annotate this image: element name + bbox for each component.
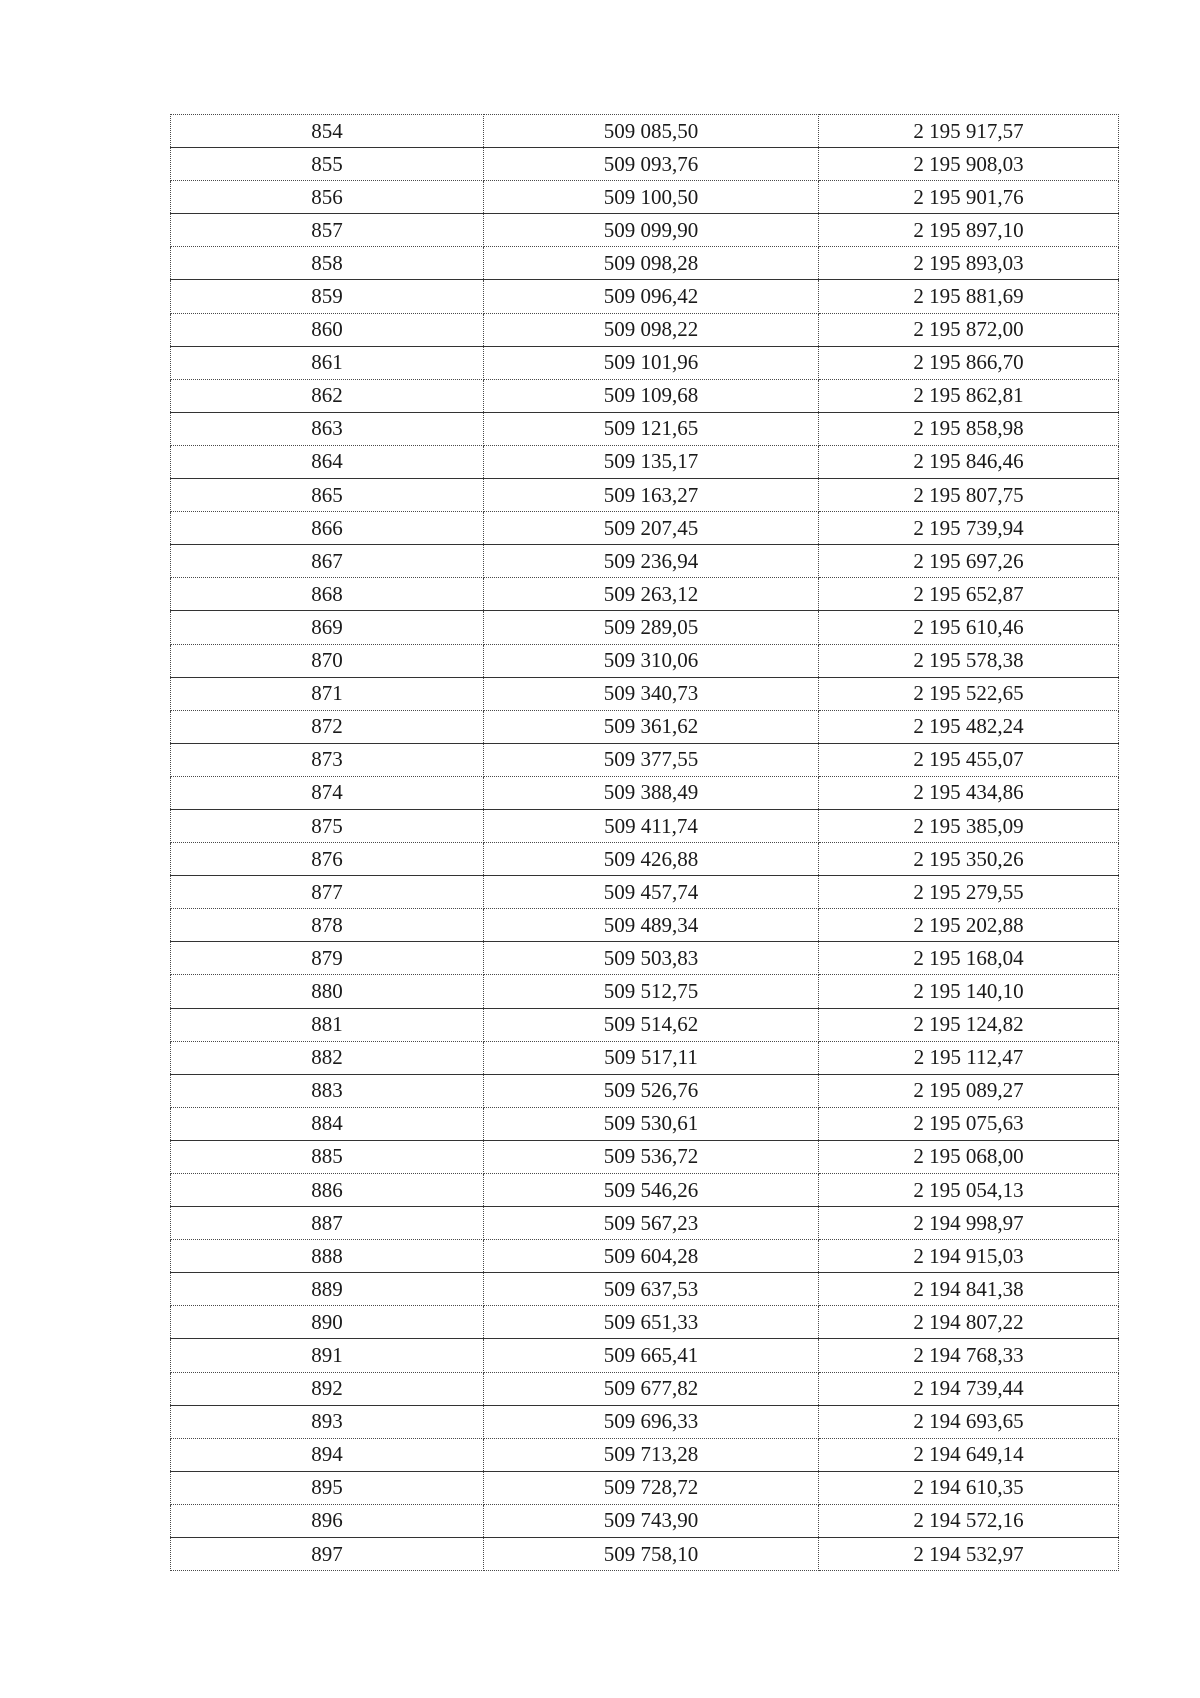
table-row [171,512,1119,545]
table-row [171,247,1119,280]
y-coordinate-cell: 2 195 202,88 [819,909,1119,942]
table-row [171,809,1119,842]
y-coordinate-cell: 2 195 893,03 [819,247,1119,280]
y-coordinate-cell: 2 195 168,04 [819,942,1119,975]
y-coordinate-cell: 2 195 482,24 [819,710,1119,743]
y-coordinate-cell: 2 195 075,63 [819,1107,1119,1140]
table-row [171,1471,1119,1504]
x-coordinate-cell: 509 121,65 [484,412,819,445]
point-number-cell: 866 [171,512,484,545]
table-row [171,115,1119,148]
y-coordinate-cell: 2 194 572,16 [819,1504,1119,1537]
table-row [171,214,1119,247]
x-coordinate-cell: 509 514,62 [484,1008,819,1041]
x-coordinate-cell: 509 651,33 [484,1306,819,1339]
y-coordinate-cell: 2 195 846,46 [819,445,1119,478]
table-row [171,1504,1119,1537]
y-coordinate-cell: 2 195 089,27 [819,1074,1119,1107]
y-coordinate-cell: 2 194 739,44 [819,1372,1119,1405]
table-row [171,876,1119,909]
point-number-cell: 860 [171,313,484,346]
x-coordinate-cell: 509 530,61 [484,1107,819,1140]
point-number-cell: 869 [171,611,484,644]
point-number-cell: 876 [171,843,484,876]
point-number-cell: 861 [171,346,484,379]
point-number-cell: 888 [171,1240,484,1273]
table-row [171,479,1119,512]
table-row [171,148,1119,181]
point-number-cell: 887 [171,1207,484,1240]
y-coordinate-cell: 2 195 917,57 [819,115,1119,148]
point-number-cell: 874 [171,776,484,809]
table-row [171,743,1119,776]
x-coordinate-cell: 509 713,28 [484,1438,819,1471]
table-row [171,445,1119,478]
point-number-cell: 882 [171,1041,484,1074]
table-row [171,1240,1119,1273]
y-coordinate-cell: 2 195 522,65 [819,677,1119,710]
x-coordinate-cell: 509 101,96 [484,346,819,379]
table-row [171,1538,1119,1571]
x-coordinate-cell: 509 536,72 [484,1140,819,1173]
point-number-cell: 863 [171,412,484,445]
table-row [171,1107,1119,1140]
x-coordinate-cell: 509 512,75 [484,975,819,1008]
x-coordinate-cell: 509 426,88 [484,843,819,876]
table-row [171,1041,1119,1074]
y-coordinate-cell: 2 195 279,55 [819,876,1119,909]
point-number-cell: 858 [171,247,484,280]
y-coordinate-cell: 2 195 455,07 [819,743,1119,776]
y-coordinate-cell: 2 194 841,38 [819,1273,1119,1306]
y-coordinate-cell: 2 195 054,13 [819,1174,1119,1207]
y-coordinate-cell: 2 195 881,69 [819,280,1119,313]
point-number-cell: 872 [171,710,484,743]
y-coordinate-cell: 2 195 652,87 [819,578,1119,611]
x-coordinate-cell: 509 637,53 [484,1273,819,1306]
point-number-cell: 885 [171,1140,484,1173]
point-number-cell: 854 [171,115,484,148]
y-coordinate-cell: 2 194 693,65 [819,1405,1119,1438]
point-number-cell: 868 [171,578,484,611]
point-number-cell: 877 [171,876,484,909]
x-coordinate-cell: 509 526,76 [484,1074,819,1107]
y-coordinate-cell: 2 195 901,76 [819,181,1119,214]
table-row [171,1008,1119,1041]
table-row [171,1405,1119,1438]
table-row [171,710,1119,743]
x-coordinate-cell: 509 743,90 [484,1504,819,1537]
x-coordinate-cell: 509 109,68 [484,379,819,412]
y-coordinate-cell: 2 194 807,22 [819,1306,1119,1339]
table-row [171,412,1119,445]
x-coordinate-cell: 509 696,33 [484,1405,819,1438]
x-coordinate-cell: 509 163,27 [484,479,819,512]
x-coordinate-cell: 509 263,12 [484,578,819,611]
table-row [171,843,1119,876]
x-coordinate-cell: 509 340,73 [484,677,819,710]
table-row [171,942,1119,975]
point-number-cell: 895 [171,1471,484,1504]
x-coordinate-cell: 509 677,82 [484,1372,819,1405]
x-coordinate-cell: 509 489,34 [484,909,819,942]
y-coordinate-cell: 2 194 998,97 [819,1207,1119,1240]
y-coordinate-cell: 2 195 068,00 [819,1140,1119,1173]
point-number-cell: 870 [171,644,484,677]
x-coordinate-cell: 509 289,05 [484,611,819,644]
table-row [171,611,1119,644]
x-coordinate-cell: 509 207,45 [484,512,819,545]
table-row [171,677,1119,710]
x-coordinate-cell: 509 098,28 [484,247,819,280]
table-row [171,379,1119,412]
y-coordinate-cell: 2 195 862,81 [819,379,1119,412]
x-coordinate-cell: 509 546,26 [484,1174,819,1207]
table-row [171,346,1119,379]
table-row [171,975,1119,1008]
table-row [171,1140,1119,1173]
y-coordinate-cell: 2 195 140,10 [819,975,1119,1008]
y-coordinate-cell: 2 195 858,98 [819,412,1119,445]
point-number-cell: 891 [171,1339,484,1372]
table-row [171,1174,1119,1207]
x-coordinate-cell: 509 236,94 [484,545,819,578]
x-coordinate-cell: 509 517,11 [484,1041,819,1074]
x-coordinate-cell: 509 758,10 [484,1538,819,1571]
y-coordinate-cell: 2 195 434,86 [819,776,1119,809]
y-coordinate-cell: 2 195 610,46 [819,611,1119,644]
point-number-cell: 890 [171,1306,484,1339]
x-coordinate-cell: 509 457,74 [484,876,819,909]
x-coordinate-cell: 509 096,42 [484,280,819,313]
y-coordinate-cell: 2 195 385,09 [819,809,1119,842]
point-number-cell: 865 [171,479,484,512]
x-coordinate-cell: 509 099,90 [484,214,819,247]
x-coordinate-cell: 509 567,23 [484,1207,819,1240]
table-row [171,1438,1119,1471]
table-row [171,1273,1119,1306]
point-number-cell: 867 [171,545,484,578]
point-number-cell: 878 [171,909,484,942]
point-number-cell: 855 [171,148,484,181]
point-number-cell: 880 [171,975,484,1008]
point-number-cell: 889 [171,1273,484,1306]
point-number-cell: 856 [171,181,484,214]
table-row [171,1074,1119,1107]
x-coordinate-cell: 509 085,50 [484,115,819,148]
point-number-cell: 875 [171,809,484,842]
point-number-cell: 864 [171,445,484,478]
y-coordinate-cell: 2 194 768,33 [819,1339,1119,1372]
y-coordinate-cell: 2 195 908,03 [819,148,1119,181]
x-coordinate-cell: 509 377,55 [484,743,819,776]
y-coordinate-cell: 2 195 124,82 [819,1008,1119,1041]
x-coordinate-cell: 509 361,62 [484,710,819,743]
point-number-cell: 892 [171,1372,484,1405]
point-number-cell: 896 [171,1504,484,1537]
point-number-cell: 893 [171,1405,484,1438]
point-number-cell: 879 [171,942,484,975]
y-coordinate-cell: 2 195 866,70 [819,346,1119,379]
coordinates-table [170,114,1119,1571]
point-number-cell: 873 [171,743,484,776]
x-coordinate-cell: 509 135,17 [484,445,819,478]
y-coordinate-cell: 2 195 739,94 [819,512,1119,545]
table-row [171,280,1119,313]
x-coordinate-cell: 509 411,74 [484,809,819,842]
point-number-cell: 862 [171,379,484,412]
point-number-cell: 897 [171,1538,484,1571]
table-row [171,181,1119,214]
table-row [171,644,1119,677]
point-number-cell: 881 [171,1008,484,1041]
x-coordinate-cell: 509 100,50 [484,181,819,214]
table-row [171,1372,1119,1405]
y-coordinate-cell: 2 195 897,10 [819,214,1119,247]
x-coordinate-cell: 509 503,83 [484,942,819,975]
table-row [171,545,1119,578]
x-coordinate-cell: 509 388,49 [484,776,819,809]
table-row [171,1207,1119,1240]
point-number-cell: 871 [171,677,484,710]
y-coordinate-cell: 2 194 649,14 [819,1438,1119,1471]
x-coordinate-cell: 509 728,72 [484,1471,819,1504]
point-number-cell: 857 [171,214,484,247]
y-coordinate-cell: 2 195 807,75 [819,479,1119,512]
y-coordinate-cell: 2 195 112,47 [819,1041,1119,1074]
x-coordinate-cell: 509 098,22 [484,313,819,346]
y-coordinate-cell: 2 195 350,26 [819,843,1119,876]
point-number-cell: 884 [171,1107,484,1140]
point-number-cell: 886 [171,1174,484,1207]
y-coordinate-cell: 2 194 532,97 [819,1538,1119,1571]
y-coordinate-cell: 2 195 872,00 [819,313,1119,346]
table-row [171,578,1119,611]
point-number-cell: 894 [171,1438,484,1471]
x-coordinate-cell: 509 665,41 [484,1339,819,1372]
x-coordinate-cell: 509 093,76 [484,148,819,181]
coordinates-table-body [171,115,1119,1571]
y-coordinate-cell: 2 195 578,38 [819,644,1119,677]
point-number-cell: 883 [171,1074,484,1107]
y-coordinate-cell: 2 194 915,03 [819,1240,1119,1273]
table-row [171,1339,1119,1372]
x-coordinate-cell: 509 604,28 [484,1240,819,1273]
y-coordinate-cell: 2 195 697,26 [819,545,1119,578]
y-coordinate-cell: 2 194 610,35 [819,1471,1119,1504]
point-number-cell: 859 [171,280,484,313]
table-row [171,313,1119,346]
table-row [171,1306,1119,1339]
x-coordinate-cell: 509 310,06 [484,644,819,677]
table-row [171,909,1119,942]
table-row [171,776,1119,809]
